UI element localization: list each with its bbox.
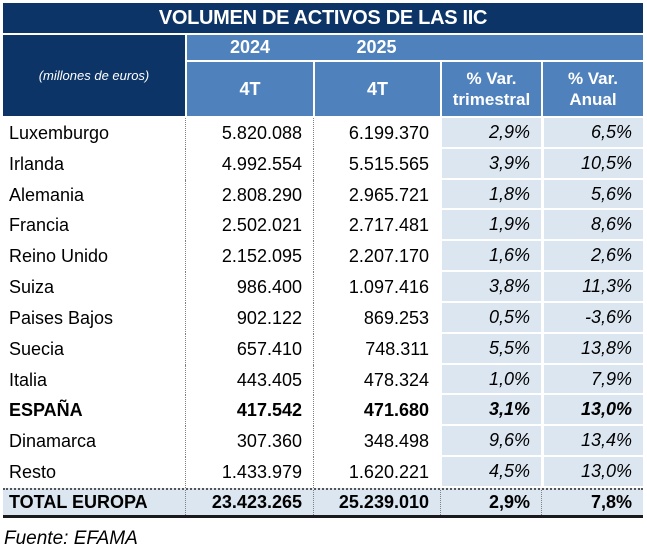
var-trimestral-cell: 3,8%: [440, 272, 541, 303]
var-trimestral-cell: 9,6%: [440, 426, 541, 457]
var-anual-cell: 7,9%: [541, 365, 643, 396]
table-row: [3, 395, 643, 426]
total-2025-cell: 25.239.010: [313, 490, 440, 515]
table-row: [3, 272, 643, 303]
country-cell: Luxemburgo: [9, 122, 110, 143]
value-2025-cell: 478.324: [313, 365, 440, 396]
value-2024-cell: 2.808.290: [185, 180, 313, 211]
total-var-anual-cell: 7,8%: [541, 490, 643, 515]
table-row: [3, 210, 643, 241]
table-body: [3, 118, 643, 488]
value-2025-cell: 1.620.221: [313, 457, 440, 488]
var-trimestral-cell: 2,9%: [440, 118, 541, 149]
var-anual-cell: 13,4%: [541, 426, 643, 457]
country-cell: Irlanda: [9, 153, 65, 174]
value-2024-cell: 5.820.088: [185, 118, 313, 149]
value-2025-cell: 869.253: [313, 303, 440, 334]
value-2025-cell: 471.680: [313, 395, 440, 426]
table-row: [3, 334, 643, 365]
value-2025-cell: 748.311: [313, 334, 440, 365]
var-trimestral-line1: % Var.: [466, 68, 517, 88]
var-trimestral-cell: 1,0%: [440, 365, 541, 396]
var-trimestral-cell: 1,8%: [440, 180, 541, 211]
var-anual-cell: 6,5%: [541, 118, 643, 149]
var-trimestral-cell: 0,5%: [440, 303, 541, 334]
country-cell: Suiza: [9, 277, 55, 298]
var-anual-cell: 8,6%: [541, 210, 643, 241]
table-row: [3, 149, 643, 180]
var-anual-cell: -3,6%: [541, 303, 643, 334]
value-2025-cell: 1.097.416: [313, 272, 440, 303]
unit-note-cell: (millones de euros): [3, 35, 185, 116]
var-anual-line1: % Var.: [567, 68, 619, 88]
country-cell: ESPAÑA: [9, 400, 83, 421]
value-2024-cell: 1.433.979: [185, 457, 313, 488]
table-row: [3, 241, 643, 272]
var-anual-cell: 2,6%: [541, 241, 643, 272]
value-2024-cell: 4.992.554: [185, 149, 313, 180]
table-row: [3, 180, 643, 211]
table-row: [3, 457, 643, 488]
total-europa-row: [3, 488, 643, 518]
value-2024-cell: 986.400: [185, 272, 313, 303]
var-trimestral-header: [440, 62, 541, 116]
value-2024-cell: 307.360: [185, 426, 313, 457]
value-2024-cell: 443.405: [185, 365, 313, 396]
years-header-band: [185, 35, 643, 60]
var-trimestral-cell: 4,5%: [440, 457, 541, 488]
var-trimestral-cell: 5,5%: [440, 334, 541, 365]
value-2025-cell: 2.965.721: [313, 180, 440, 211]
year-2024-header: 2024: [229, 37, 271, 57]
value-2024-cell: 2.502.021: [185, 210, 313, 241]
total-label-cell: TOTAL EUROPA: [9, 491, 148, 512]
var-anual-cell: 13,0%: [541, 457, 643, 488]
var-anual-header: [541, 62, 643, 116]
var-trimestral-line2: trimestral: [452, 90, 531, 109]
country-cell: Alemania: [9, 184, 85, 205]
country-cell: Francia: [9, 215, 70, 236]
value-2024-cell: 902.122: [185, 303, 313, 334]
table-title: VOLUMEN DE ACTIVOS DE LAS IIC: [3, 3, 643, 33]
var-anual-cell: 13,0%: [541, 395, 643, 426]
table-header: [3, 35, 643, 116]
value-2024-cell: 2.152.095: [185, 241, 313, 272]
var-anual-cell: 5,6%: [541, 180, 643, 211]
value-2025-cell: 348.498: [313, 426, 440, 457]
value-2025-cell: 6.199.370: [313, 118, 440, 149]
value-2025-cell: 2.207.170: [313, 241, 440, 272]
var-anual-cell: 13,8%: [541, 334, 643, 365]
value-2025-cell: 2.717.481: [313, 210, 440, 241]
table-row: [3, 426, 643, 457]
var-anual-cell: 10,5%: [541, 149, 643, 180]
total-var-trimestral-cell: 2,9%: [440, 490, 541, 515]
var-trimestral-cell: 3,1%: [440, 395, 541, 426]
var-trimestral-cell: 1,9%: [440, 210, 541, 241]
country-cell: Suecia: [9, 338, 65, 359]
value-2025-cell: 5.515.565: [313, 149, 440, 180]
country-cell: Resto: [9, 462, 57, 483]
var-anual-cell: 11,3%: [541, 272, 643, 303]
total-2024-cell: 23.423.265: [185, 490, 313, 515]
country-cell: Paises Bajos: [9, 307, 114, 328]
country-cell: Reino Unido: [9, 246, 109, 267]
value-2024-cell: 657.410: [185, 334, 313, 365]
table-row: [3, 118, 643, 149]
quarter-2024-header: 4T: [185, 62, 313, 116]
table-row: [3, 303, 643, 334]
var-anual-line2: Anual: [569, 90, 617, 109]
country-cell: Dinamarca: [9, 431, 97, 452]
var-trimestral-cell: 1,6%: [440, 241, 541, 272]
value-2024-cell: 417.542: [185, 395, 313, 426]
var-trimestral-cell: 3,9%: [440, 149, 541, 180]
year-2025-header: 2025: [356, 37, 397, 57]
source-note: Fuente: EFAMA: [4, 528, 138, 549]
country-cell: Italia: [9, 369, 48, 390]
table-row: [3, 365, 643, 396]
quarter-2025-header: 4T: [313, 62, 440, 116]
volumen-activos-table: [3, 3, 643, 518]
